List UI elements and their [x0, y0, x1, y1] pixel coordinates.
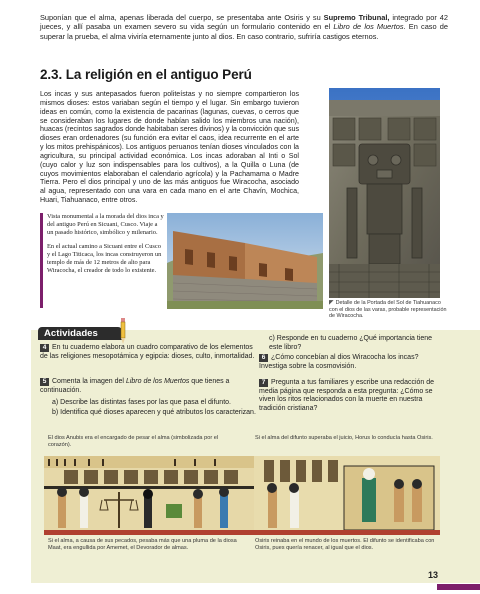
section-body: Los incas y sus antepasados fueron politeístas y no siempre compartieron los mismos dioses: estos variaban según el tiempo y el lugar. Sin embargo tuvieron ideas en común, como la existencia de pacarinas (lagunas, cuevas, o cerros que se consideraban los lugares de donde habían salido los miembros una nación), huacas (recintos sagrados donde habitaban seres divinos) y la convicción que sus dioses eran ordenadores (su función era evitar el caos, idea recurrente en el arte y los mitos prehispánicos). Los antiguos peruanos tenían dioses vinculados con la agricultura, su principal actividad económica. Los incas adoraban al Inti o Sol (cuyo calor y luz son indispensables para los cultivos), a la Quilla o Luna (de cuyos movimientos elaboraban el calendario agrícola) y la Pachamama o Madre Tierra. Pero el dios principal y uno de las más antiguos fue Wiracocha, asociado al agua, representado con una vara en cada mano en el arte Chavín, Mochica, Huari, Tiahuanaco, entre otros.: [40, 90, 299, 205]
caption-arrow-icon: ◤: [329, 300, 334, 306]
activities-tab: [38, 327, 122, 340]
activity-number: 5: [40, 378, 49, 386]
note-paragraph-1: Vista monumental a la morada del dios inca y del antiguo Perú en Sicuani, Cusco. Viaje a un pasado histórico, simbólico y milenario.: [47, 213, 164, 236]
page-accent-bar: [437, 584, 480, 590]
activity-7: 7 Pregunta a tus familiares y escribe una redacción de media página que responda a esta pregunta: ¿Cómo se viven los ritos relacionados con la muerte en nuestra tradición cristiana?: [259, 379, 435, 412]
amemet-caption: Si el alma, a causa de sus pecados, pesaba más que una pluma de la diosa Maat, era engullida por Amemet, el Devorador de almas.: [48, 538, 237, 551]
activity-6: 6 ¿Cómo concebían al dios Wiracocha los incas? Investiga sobre la cosmovisión.: [259, 354, 419, 370]
horus-caption: Si el alma del difunto superaba el juicio, Horus lo conducía hasta Osiris.: [255, 435, 433, 441]
wiracocha-temple-note: [40, 213, 164, 308]
activity-5a: a) Describe las distintas fases por las que pasa el difunto.: [52, 399, 231, 406]
activity-number: 6: [259, 354, 268, 362]
activity-number: 7: [259, 379, 268, 387]
activity-5b: b) Identifica qué dioses aparecen y qué atributos los caracterizan.: [52, 409, 256, 416]
intro-paragraph: Suponían que el alma, apenas liberada del cuerpo, se presentaba ante Osiris y su Supremo Tribunal, integrado por 42 jueces, y allí pasaba un examen severo su vida según un formulario contenido en el Libro de los Muertos. En caso de superar la prueba, el alma viviría eternamente junto al dios. En caso contrario, sufriría castigos eternos.: [40, 13, 448, 41]
gate-caption: ◤ Detalle de la Portada del Sol de Tiahuanaco con el dios de las varas, probable representación de Wiracocha.: [329, 300, 447, 320]
activity-number: 4: [40, 344, 49, 352]
activity-4: 4 En tu cuaderno elabora un cuadro comparativo de los elementos de las religiones mesopotámica y egipcia: dioses, culto, inmortalidad.: [40, 344, 255, 360]
pencil-icon: [118, 318, 128, 344]
osiris-caption: Osiris reinaba en el mundo de los muertos. El difunto se identificaba con Osiris, pues quería renacer, al igual que el dios.: [255, 538, 435, 551]
anubis-caption: El dios Anubis era el encargado de pesar el alma (simbolizada por el corazón).: [48, 435, 219, 448]
section-heading: 2.3. La religión en el antiguo Perú: [40, 67, 252, 82]
wiracocha-temple-photo: [167, 213, 323, 309]
note-paragraph-2: En el actual camino a Sicuani entre el Cusco y el Lago Titicaca, los incas construyeron un templo de más de 12 metros de alto para Wiracocha, el creador de todo lo existente.: [47, 243, 162, 274]
gate-of-sun-photo: [329, 88, 440, 298]
activity-5: 5 Comenta la imagen del Libro de los Muertos que tienes a continuación.: [40, 378, 230, 394]
book-of-the-dead-image: [44, 456, 440, 535]
activities-title: Actividades: [44, 328, 98, 339]
activity-5c: c) Responde en tu cuaderno ¿Qué importancia tiene este libro?: [269, 335, 433, 351]
page-number: 13: [428, 570, 439, 580]
